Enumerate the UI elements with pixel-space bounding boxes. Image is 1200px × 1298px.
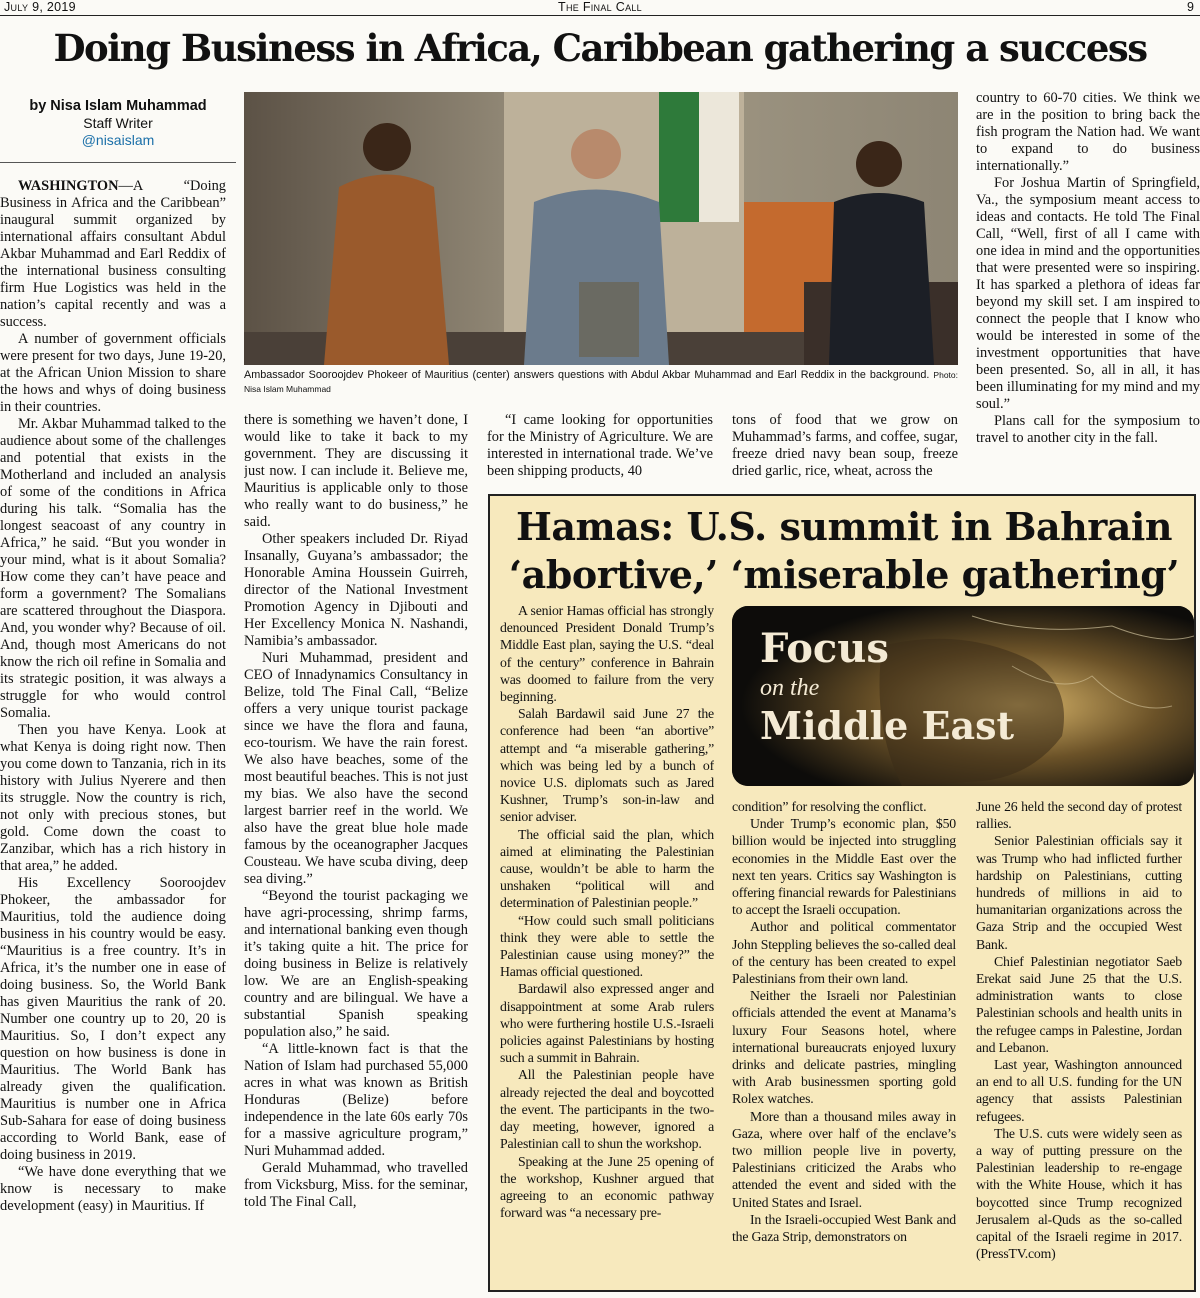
paragraph-text: Plans call for the symposium to travel to another city in the fall.	[976, 413, 1200, 446]
paragraph-text: there is something we haven’t done, I would like to take it back to my government. They are discussing it just now. I can include it. Believe me, Mauritius is applicable only to those who really want to do business,” he said.	[244, 412, 468, 530]
paragraph-text: “How could such small politicians think they were able to settle the Palestinian cause using money?” the Hamas official questioned.	[500, 912, 714, 980]
sidebar-headline	[496, 503, 1192, 599]
dateline: WASHINGTON	[18, 178, 119, 194]
issue-date: July 9, 2019	[4, 0, 76, 14]
paragraph	[976, 953, 1182, 1056]
sidebar-column-3	[976, 798, 1182, 1286]
paragraph-text: “I came looking for opportunities for the Ministry of Agriculture. We are interested in international trade. We’ve been shipping products, 40	[487, 412, 713, 479]
paragraph	[0, 722, 226, 875]
paragraph	[732, 798, 956, 815]
sidebar-headline-line-1: Hamas: U.S. summit in Bahrain	[516, 504, 1172, 549]
paragraph-text: Under Trump’s economic plan, $50 billion would be injected into struggling economies in the Middle East over the next ten years. Critics say Washington is offering financial rewards for Palestinians to accept the Israeli occupation.	[732, 816, 956, 918]
paragraph-text: country to 60-70 cities. We think we are in the position to bring back the fish program the Nation had. We want to expand to do business internationally.”	[976, 90, 1200, 174]
paragraph	[0, 416, 226, 722]
newspaper-name: The Final Call	[558, 0, 642, 14]
focus-connector: on the	[760, 675, 820, 701]
paragraph-text: Bardawil also expressed anger and disappointment at some Arab rulers who were furthering hostile U.S.-Israeli policies against Palestinians by hosting such a summit in Bahrain.	[500, 981, 714, 1066]
paragraph	[500, 912, 714, 981]
paragraph	[976, 832, 1182, 952]
sidebar-headline-line-2: ‘abortive,’ ‘miserable gathering’	[508, 552, 1180, 597]
paragraph-text: A number of government officials were present for two days, June 19-20, at the African Union Mission to share the hows and whys of doing business in their countries.	[0, 331, 226, 415]
paragraph	[732, 1211, 956, 1245]
article-column-1	[0, 178, 226, 1294]
paragraph	[976, 798, 1182, 832]
paragraph-text: tons of food that we grow on Muhammad’s farms, and coffee, sugar, freeze dried navy bean soup, freeze dried garlic, rice, wheat, across the	[732, 412, 958, 479]
sidebar-column-1	[500, 602, 714, 1286]
paragraph-text: Senior Palestinian officials say it was Trump who had inflicted further hardship on Palestinians, cutting hundreds of millions in aid to humanitarian organizations across the Gaza Strip and the occupied West Bank.	[976, 833, 1182, 952]
caption-text: Ambassador Sooroojdev Phokeer of Mauritius (center) answers questions with Abdul Akbar Muhammad and Earl Reddix in the background.	[244, 369, 930, 381]
paragraph-text: Mr. Akbar Muhammad talked to the audience about some of the challenges and potential that exists in the Motherland and included an analysis of some of the conditions in Africa during his talk. “Somalia has the longest seacoast of any country in Africa,” he said. “But you wonder in your mind, what is it about Somalia? How come they can’t have peace and form a government? The Somalians are scattered throughout the Diaspora. And, you wonder why? Because of oil. And, though most Americans do not know the rich oil refine in Somalia and its strategic position, it was always a struggle for who would control Somalia.	[0, 416, 226, 721]
paragraph-text: condition” for resolving the conflict.	[732, 799, 927, 814]
paragraph	[500, 705, 714, 825]
conference-photo-illustration	[244, 92, 958, 365]
paragraph-text: The official said the plan, which aimed at eliminating the Palestinian cause, wouldn’t be able to harm the unshaken “political will and determination of Palestinian people.”	[500, 826, 714, 911]
paragraph-text: June 26 held the second day of protest rallies.	[976, 799, 1182, 832]
paragraph-text: In the Israeli-occupied West Bank and the Gaza Strip, demonstrators on	[732, 1211, 956, 1245]
paragraph	[976, 1056, 1182, 1125]
paragraph-text: Last year, Washington announced an end to all U.S. funding for the UN agency that assists Palestinian refugees.	[976, 1057, 1182, 1124]
paragraph	[244, 1041, 468, 1160]
paragraph	[732, 412, 958, 480]
paragraph	[244, 1160, 468, 1211]
paragraph-text: Gerald Muhammad, who travelled from Vicksburg, Miss. for the seminar, told The Final Call,	[244, 1160, 468, 1210]
paragraph-text: For Joshua Martin of Springfield, Va., the symposium meant access to ideas and contacts. He told The Final Call, “Well, first of all I came with one idea in mind and the opportunities that were presented were so inspiring. It has sparked a plethora of ideas far beyond my skill set. I am inspired to connect the people that I know who would be interested in some of the investment opportunities that have been presented. So, all in all, it has been illuminating for my mind and my soul.”	[976, 175, 1200, 412]
byline-role: Staff Writer	[83, 115, 153, 131]
paragraph	[0, 875, 226, 1164]
focus-word: Focus	[760, 625, 889, 672]
byline	[0, 98, 236, 149]
paragraph	[0, 331, 226, 416]
paragraph	[500, 826, 714, 912]
paragraph-text: Neither the Israeli nor Palestinian officials attended the event at Manama’s luxury Four Seasons hotel, where international bureaucrats enjoyed luxury drinks and delicate pastries, mingling with Arab businessmen sporting gold Rolex watches.	[732, 988, 956, 1107]
paragraph	[0, 1164, 226, 1215]
sidebar-column-2	[732, 798, 956, 1286]
paragraph-text: Author and political commentator John Steppling believes the so-called deal of the century has been created to expel Palestinians from their own land.	[732, 919, 956, 987]
paragraph-text: More than a thousand miles away in Gaza, where over half of the enclave’s two million people live in poverty, Palestinians criticized the Arabs who attended the event and sided with the United States and Israel.	[732, 1108, 956, 1210]
focus-title	[760, 626, 1014, 748]
article-column-3	[487, 412, 713, 484]
paragraph	[487, 412, 713, 480]
paragraph	[732, 987, 956, 1107]
paragraph	[500, 1066, 714, 1152]
paragraph-text: Then you have Kenya. Look at what Kenya is doing right now. Then you come down to Tanzania, rich in its history with Julius Nyerere and then its struggle. Now the country is rich, not only with precious stones, but gold. Come down the coast to Zanzibar, which has a rich history in that area,” he added.	[0, 722, 226, 874]
paragraph-text: A senior Hamas official has strongly denounced President Donald Trump’s Middle East plan, saying the U.S. “deal of the century” conference in Bahrain was doomed to failure from the very beginning.	[500, 603, 714, 705]
paragraph	[244, 650, 468, 888]
paragraph	[500, 980, 714, 1066]
byline-handle[interactable]: @nisaislam	[81, 132, 155, 148]
photo-credit: Photo: Nisa Islam Muhammad	[244, 370, 958, 394]
paragraph	[244, 412, 468, 531]
paragraph	[500, 602, 714, 705]
paragraph	[976, 90, 1200, 175]
paragraph	[244, 531, 468, 650]
page-number: 9	[1187, 0, 1194, 14]
page-header	[0, 0, 1200, 16]
paragraph	[244, 888, 468, 1041]
paragraph-text: “We have done everything that we know is necessary to make development (easy) in Mauritius. If	[0, 1164, 226, 1214]
paragraph-text: “Beyond the tourist packaging we have agri-processing, shrimp farms, and international banking even though it’s taking quite a hit. The price for doing business in Belize is relatively low. We are an English-speaking country and are bilingual. We have a substantial Spanish speaking population also,” he said.	[244, 888, 468, 1040]
focus-middle-east-graphic	[732, 606, 1194, 786]
main-headline: Doing Business in Africa, Caribbean gathering a success	[53, 26, 1147, 70]
article-column-5	[976, 90, 1200, 484]
paragraph	[976, 1125, 1182, 1263]
paragraph	[0, 178, 226, 331]
paragraph-text: The U.S. cuts were widely seen as a way of putting pressure on the Palestinian leadership to re-engage with the White House, which it has boycotted since Trump recognized Jerusalem al-Quds as the so-called capital of the Israeli regime in 2017. (PressTV.com)	[976, 1125, 1182, 1262]
paragraph-text: Salah Bardawil said June 27 the conference had been “an abortive” attempt and “a miserable gathering,” which was being led by a bunch of novice U.S. diplomats such as Jared Kushner, Trump’s son-in-law and senior adviser.	[500, 706, 714, 825]
paragraph-text: All the Palestinian people have already rejected the deal and boycotted the event. The participants in the two-day meeting, however, ignored a Palestinian call to shun the workshop.	[500, 1067, 714, 1152]
paragraph-text: —A “Doing Business in Africa and the Caribbean” inaugural summit organized by international affairs consultant Abdul Akbar Muhammad and Earl Reddix of the international business consulting firm Hue Logistics was held in the nation’s capital recently and was a success.	[0, 178, 226, 330]
paragraph	[732, 815, 956, 918]
article-column-2	[244, 412, 468, 1294]
byline-author: by Nisa Islam Muhammad	[29, 98, 207, 114]
paragraph	[976, 413, 1200, 447]
paragraph-text: Other speakers included Dr. Riyad Insanally, Guyana’s ambassador; the Honorable Amina Houssein Guirreh, director of the National Investment Promotion Agency in Djibouti and Her Excellency Monica N. Nashandi, Namibia’s ambassador.	[244, 531, 468, 649]
paragraph-text: Chief Palestinian negotiator Saeb Erekat said June 25 that the U.S. administration wants to close Palestinian schools and health units in the refugee camps in Palestine, Jordan and Lebanon.	[976, 953, 1182, 1055]
article-column-4	[732, 412, 958, 484]
paragraph-text: “A little-known fact is that the Nation of Islam had purchased 55,000 acres in what was known as British Honduras (Belize) before independence in the late 60s early 70s for a massive agriculture program,” Nuri Muhammad added.	[244, 1041, 468, 1159]
paragraph-text: Nuri Muhammad, president and CEO of Innadynamics Consultancy in Belize, told The Final Call, “Belize offers a very unique tourist package since we have the flora and fauna, eco-tourism. We have the rain forest. We also have beaches, some of the most beautiful beaches. This is not just my bias. We also have the second largest barrier reef in the world. We also have the great blue hole made famous by the oceanographer Jacques Cousteau. We have scuba diving, deep sea diving.”	[244, 650, 468, 887]
article-photo	[244, 92, 958, 365]
paragraph	[732, 1108, 956, 1211]
focus-region: Middle East	[760, 703, 1015, 748]
byline-divider	[0, 162, 236, 163]
paragraph	[500, 1153, 714, 1222]
paragraph	[976, 175, 1200, 413]
paragraph-text: Speaking at the June 25 opening of the workshop, Kushner argued that agreeing to an economic pathway forward was “a necessary pre-	[500, 1153, 714, 1221]
photo-caption	[244, 368, 958, 396]
paragraph	[732, 918, 956, 987]
paragraph-text: His Excellency Sooroojdev Phokeer, the ambassador for Mauritius, told the audience doing business in his country would be easy. “Mauritius is a free country. It’s in Africa, it’s the number one in ease of doing business. So, the World Bank has given Mauritius the rank of 20. Number one country up to 20, 20 is Mauritius. So, I don’t expect any question on how business is done in Mauritius. The World Bank has already given the qualification. Mauritius is number one in Africa Sub-Sahara for ease of doing business according to World Bank, ease of doing business in 2019.	[0, 875, 226, 1163]
